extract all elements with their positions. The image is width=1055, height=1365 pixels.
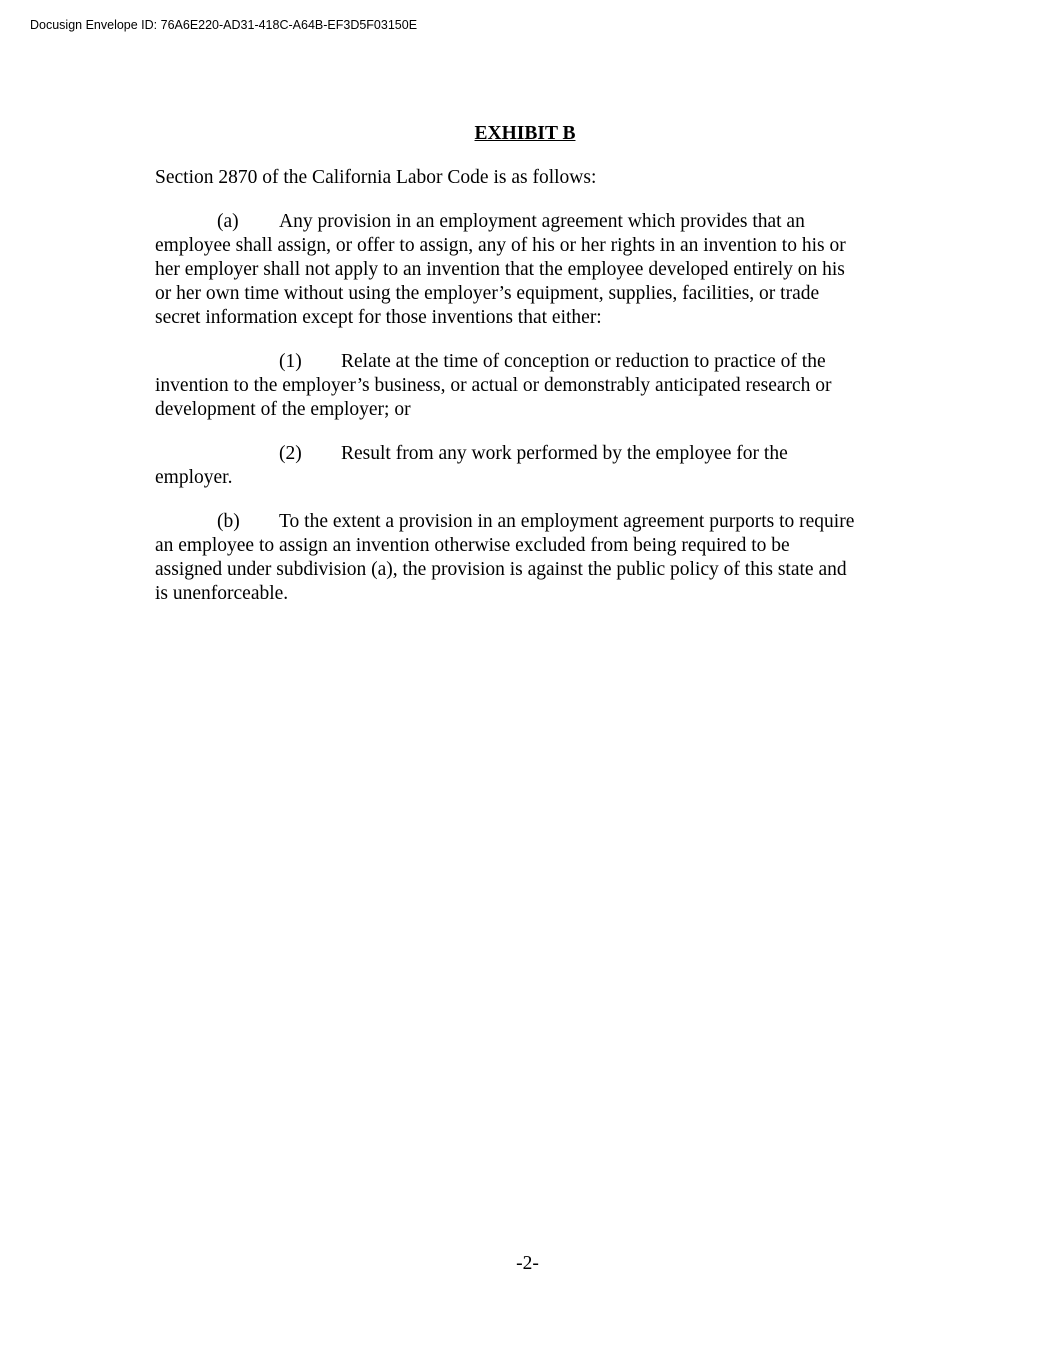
item-2-text: Result from any work performed by the employee for the — [341, 443, 788, 464]
paragraph-a-label: (a) — [217, 211, 239, 232]
paragraph-b-line-4: is unenforceable. — [155, 583, 289, 604]
item-1-line-3: development of the employer; or — [155, 399, 411, 420]
paragraph-a — [155, 210, 895, 330]
paragraph-b-line-2: an employee to assign an invention otherwise excluded from being required to be — [155, 535, 790, 556]
paragraph-a-line-1 — [155, 210, 895, 234]
paragraph-b-line-3: assigned under subdivision (a), the provision is against the public policy of this state and — [155, 559, 847, 580]
paragraph-b-label: (b) — [217, 511, 240, 532]
item-2 — [155, 442, 895, 490]
paragraph-b-text: To the extent a provision in an employment agreement purports to require — [279, 511, 855, 532]
docusign-envelope-id: Docusign Envelope ID: 76A6E220-AD31-418C-A64B-EF3D5F03150E — [30, 18, 418, 32]
page-number: -2- — [516, 1253, 539, 1274]
exhibit-title: EXHIBIT B — [474, 123, 576, 144]
paragraph-b-line-1 — [155, 510, 895, 534]
paragraph-a-line-2: employee shall assign, or offer to assign, any of his or her rights in an invention to his or — [155, 235, 846, 256]
item-1-line-2: invention to the employer’s business, or actual or demonstrably anticipated research or — [155, 375, 832, 396]
paragraph-a-line-4: or her own time without using the employer’s equipment, supplies, facilities, or trade — [155, 283, 820, 304]
item-2-line-1 — [155, 442, 895, 466]
paragraph-a-line-5: secret information except for those inventions that either: — [155, 307, 602, 328]
item-2-label: (2) — [279, 443, 302, 464]
paragraph-b — [155, 510, 895, 606]
item-2-line-2: employer. — [155, 467, 233, 488]
item-1-label: (1) — [279, 351, 302, 372]
item-1 — [155, 350, 895, 422]
item-1-text: Relate at the time of conception or reduction to practice of the — [341, 351, 826, 372]
item-1-line-1 — [155, 350, 895, 374]
paragraph-a-line-3: her employer shall not apply to an invention that the employee developed entirely on his — [155, 259, 845, 280]
document-body — [155, 122, 895, 626]
paragraph-a-text: Any provision in an employment agreement which provides that an — [279, 211, 805, 232]
intro-paragraph: Section 2870 of the California Labor Code is as follows: — [155, 167, 597, 188]
